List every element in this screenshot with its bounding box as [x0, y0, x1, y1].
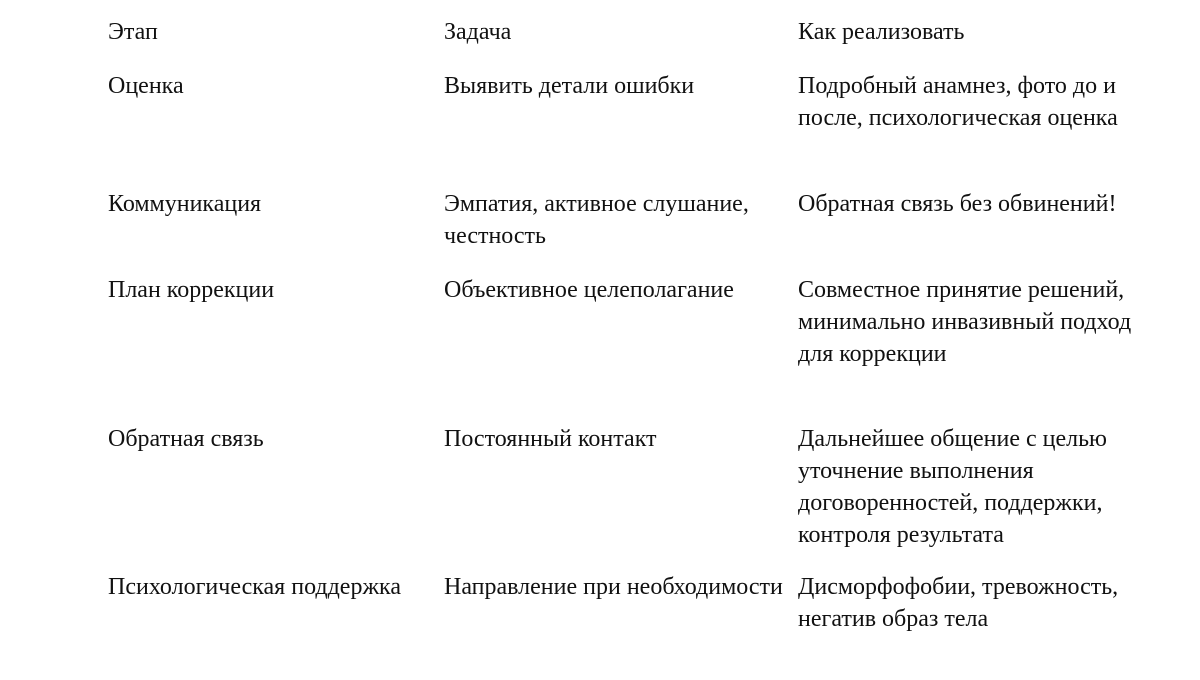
cell-task: Выявить детали ошибки [444, 73, 695, 99]
cell-task: Постоянный контакт [444, 426, 657, 452]
header-task: Задача [444, 19, 512, 45]
cell-stage: Коммуникация [108, 191, 262, 217]
cell-task: Направление при необходимости [444, 574, 783, 600]
cell-stage: План коррекции [108, 277, 275, 303]
cell-how: Дисморфофобии, тревожность, негатив образ тела [798, 574, 1119, 632]
cell-how: Обратная связь без обвинений! [798, 191, 1117, 217]
header-stage: Этап [108, 19, 158, 45]
cell-task: Объективное целеполагание [444, 277, 734, 303]
cell-how: Совместное принятие решений, минимально инвазивный подход для коррекции [798, 277, 1132, 367]
cell-stage: Оценка [108, 73, 184, 99]
cell-task: Эмпатия, активное слушание, честность [444, 191, 749, 249]
cell-how: Подробный анамнез, фото до и после, психологическая оценка [798, 73, 1118, 131]
cell-stage: Обратная связь [108, 426, 264, 452]
cell-how: Дальнейшее общение с целью уточнение выполнения договоренностей, поддержки, контроля результата [798, 426, 1107, 548]
header-how: Как реализовать [798, 19, 965, 45]
cell-stage: Психологическая поддержка [108, 574, 401, 600]
